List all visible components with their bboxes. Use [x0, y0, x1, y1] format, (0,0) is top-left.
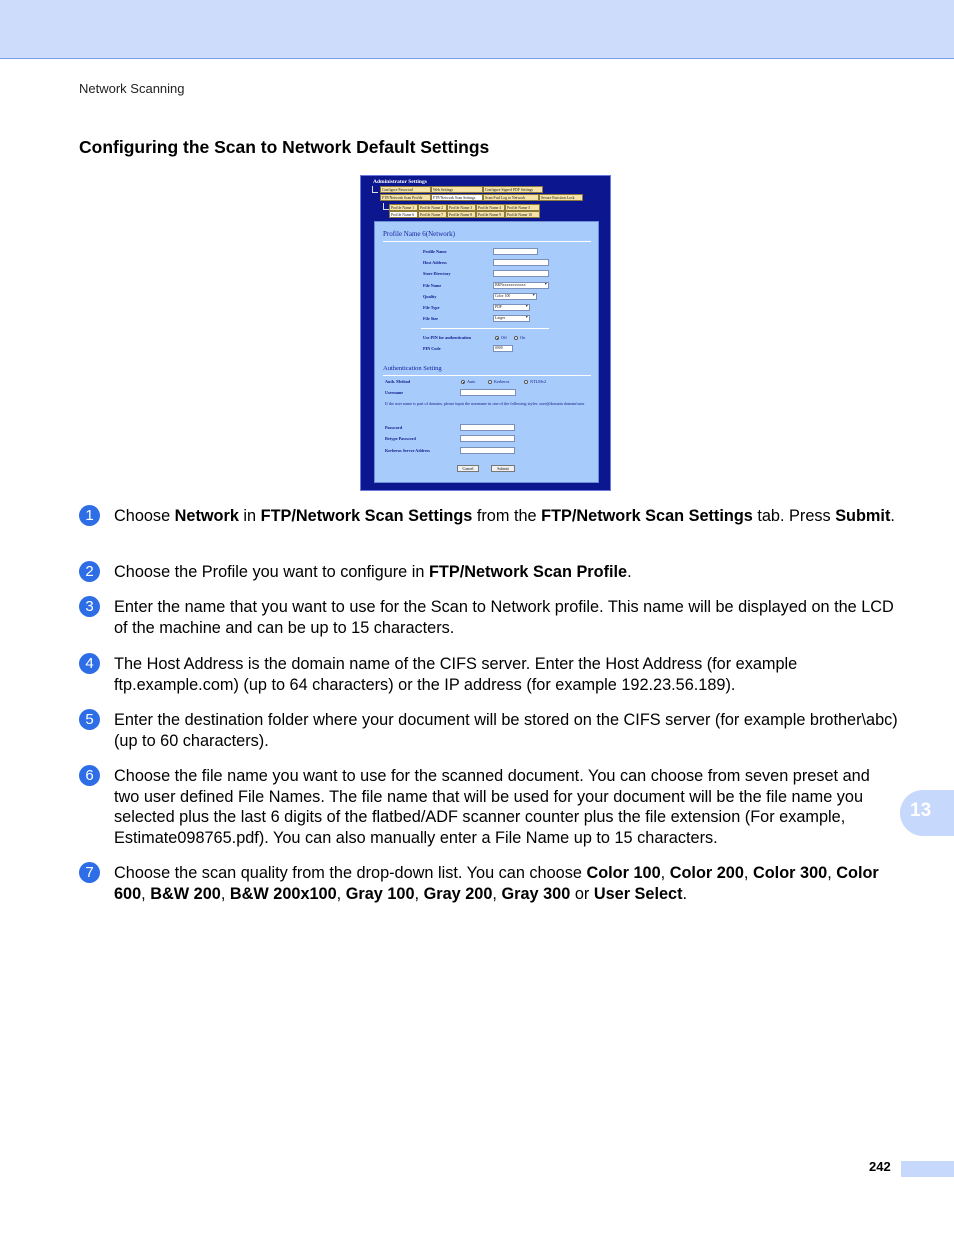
- tab-profile-5[interactable]: Profile Name 5: [505, 204, 540, 211]
- admin-title: Administrator Settings: [373, 179, 427, 185]
- step-number-badge: 5: [79, 709, 100, 730]
- step-text: Choose the scan quality from the drop-down list. You can choose Color 100, Color 200, Color 300, Color 600, B&W 200, B&W 200x100, Gray 100, Gray 200, Gray 300 or User Select.: [114, 864, 879, 903]
- auth-auto-label: Auto: [467, 379, 476, 384]
- tree-branch-icon: [372, 186, 378, 193]
- label-password: Password: [385, 425, 403, 430]
- label-quality: Quality: [423, 294, 437, 299]
- label-retype-password: Retype Password: [385, 436, 416, 441]
- label-file-name: File Name: [423, 283, 442, 288]
- admin-settings-screenshot: [360, 175, 611, 491]
- label-profile-name: Profile Name: [423, 249, 447, 254]
- kerberos-server-field[interactable]: [460, 447, 515, 454]
- divider: [383, 241, 591, 242]
- pin-on-radio[interactable]: [514, 336, 518, 340]
- step-text: The Host Address is the domain name of the CIFS server. Enter the Host Address (for example ftp.example.com) (up to 64 characters) or the IP address (for example 192.23.56.189).: [114, 655, 798, 694]
- username-note: If the user name is part of domain, please input the username in one of the following styles: user@domain domain\user: [385, 401, 585, 406]
- cancel-button[interactable]: Cancel: [457, 465, 479, 472]
- step-number-badge: 4: [79, 653, 100, 674]
- auth-ntlm-label: NTLMv2: [530, 379, 547, 384]
- tab-profile-7[interactable]: Profile Name 7: [418, 211, 447, 218]
- step-1: [79, 506, 899, 527]
- auth-kerberos-radio[interactable]: [488, 380, 492, 384]
- step-2: [79, 562, 899, 583]
- header-band: [0, 0, 954, 59]
- tab-configure-password[interactable]: Configure Password: [380, 186, 431, 193]
- auth-title: Authentication Setting: [383, 365, 442, 372]
- profile-name-field[interactable]: [493, 248, 538, 255]
- divider: [383, 375, 591, 376]
- running-head: Network Scanning: [79, 81, 185, 96]
- profile-panel: [374, 221, 599, 483]
- label-file-size: File Size: [423, 316, 438, 321]
- step-text: Choose the file name you want to use for the scanned document. You can choose from seven preset and two user defined File Names. The file name that will be used for your document will be the file name you selected plus the last 6 digits of the flatbed/ADF scanner counter plus the file extension (For example, Estimate098765.pdf). You can also manually enter a File Name up to 15 characters.: [114, 767, 870, 847]
- tab-profile-9[interactable]: Profile Name 9: [476, 211, 505, 218]
- step-6: [79, 766, 899, 848]
- profile-title: Profile Name 6(Network): [383, 230, 455, 238]
- step-7: [79, 863, 899, 904]
- password-field[interactable]: [460, 424, 515, 431]
- file-name-select[interactable]: BRNxxxxxxxxxxxx ▾: [493, 282, 549, 289]
- step-text: Enter the destination folder where your document will be stored on the CIFS server (for example brother\abc) (up to 60 characters).: [114, 711, 898, 750]
- submit-button[interactable]: Submit: [491, 465, 515, 472]
- tab-scan-fwd-log[interactable]: Scan Fwd Log to Network: [483, 194, 539, 201]
- pin-on-label: On: [520, 335, 526, 340]
- store-directory-field[interactable]: [493, 270, 549, 277]
- page-footer-bar: [901, 1161, 954, 1177]
- tab-ftp-network-scan-settings[interactable]: FTP/Network Scan Settings: [431, 194, 483, 201]
- tab-web-settings[interactable]: Web Settings: [431, 186, 483, 193]
- label-username: Username: [385, 390, 404, 395]
- pin-code-field[interactable]: 0000: [493, 345, 513, 352]
- username-field[interactable]: [460, 389, 516, 396]
- tab-profile-2[interactable]: Profile Name 2: [418, 204, 447, 211]
- label-store-directory: Store Directory: [423, 271, 451, 276]
- step-text: Choose the Profile you want to configure in FTP/Network Scan Profile.: [114, 563, 632, 581]
- tab-profile-4[interactable]: Profile Name 4: [476, 204, 505, 211]
- step-number-badge: 3: [79, 596, 100, 617]
- step-3: [79, 597, 899, 638]
- section-title: Configuring the Scan to Network Default Settings: [79, 137, 490, 157]
- step-number-badge: 2: [79, 561, 100, 582]
- pin-off-radio[interactable]: [495, 336, 499, 340]
- tab-signed-pdf[interactable]: Configure Signed PDF Settings: [483, 186, 543, 193]
- step-4: [79, 654, 899, 695]
- step-text: Enter the name that you want to use for the Scan to Network profile. This name will be displayed on the LCD of the machine and can be up to 15 characters.: [114, 598, 894, 637]
- file-type-select[interactable]: PDF ▾: [493, 304, 530, 311]
- tab-profile-10[interactable]: Profile Name 10: [505, 211, 540, 218]
- chapter-number: 13: [910, 800, 932, 821]
- tab-profile-1[interactable]: Profile Name 1: [389, 204, 418, 211]
- page-number: 242: [869, 1159, 891, 1174]
- step-number-badge: 7: [79, 862, 100, 883]
- host-address-field[interactable]: [493, 259, 549, 266]
- file-size-select[interactable]: Larger ▾: [493, 315, 530, 322]
- quality-select[interactable]: Color 100 ▾: [493, 293, 537, 300]
- tab-profile-6[interactable]: Profile Name 6: [389, 211, 418, 218]
- step-text: Choose Network in FTP/Network Scan Settings from the FTP/Network Scan Settings tab. Press Submit.: [114, 507, 895, 525]
- retype-password-field[interactable]: [460, 435, 515, 442]
- pin-off-label: Off: [501, 335, 507, 340]
- tab-ftp-network-scan-profile[interactable]: FTP/Network Scan Profile: [380, 194, 431, 201]
- step-5: [79, 710, 899, 751]
- auth-ntlm-radio[interactable]: [524, 380, 528, 384]
- label-kerberos-server: Kerberos Server Address: [385, 448, 430, 453]
- auth-auto-radio[interactable]: [461, 380, 465, 384]
- tab-secure-function-lock[interactable]: Secure Function Lock: [539, 194, 583, 201]
- tab-profile-8[interactable]: Profile Name 8: [447, 211, 476, 218]
- label-file-type: File Type: [423, 305, 440, 310]
- divider: [421, 328, 549, 329]
- label-use-pin: Use PIN for authentication: [423, 335, 471, 340]
- label-auth-method: Auth. Method: [385, 379, 411, 384]
- tab-profile-3[interactable]: Profile Name 3: [447, 204, 476, 211]
- label-pin-code: PIN Code: [423, 346, 441, 351]
- label-host-address: Host Address: [423, 260, 447, 265]
- auth-kerberos-label: Kerberos: [494, 379, 510, 384]
- step-number-badge: 1: [79, 505, 100, 526]
- step-number-badge: 6: [79, 765, 100, 786]
